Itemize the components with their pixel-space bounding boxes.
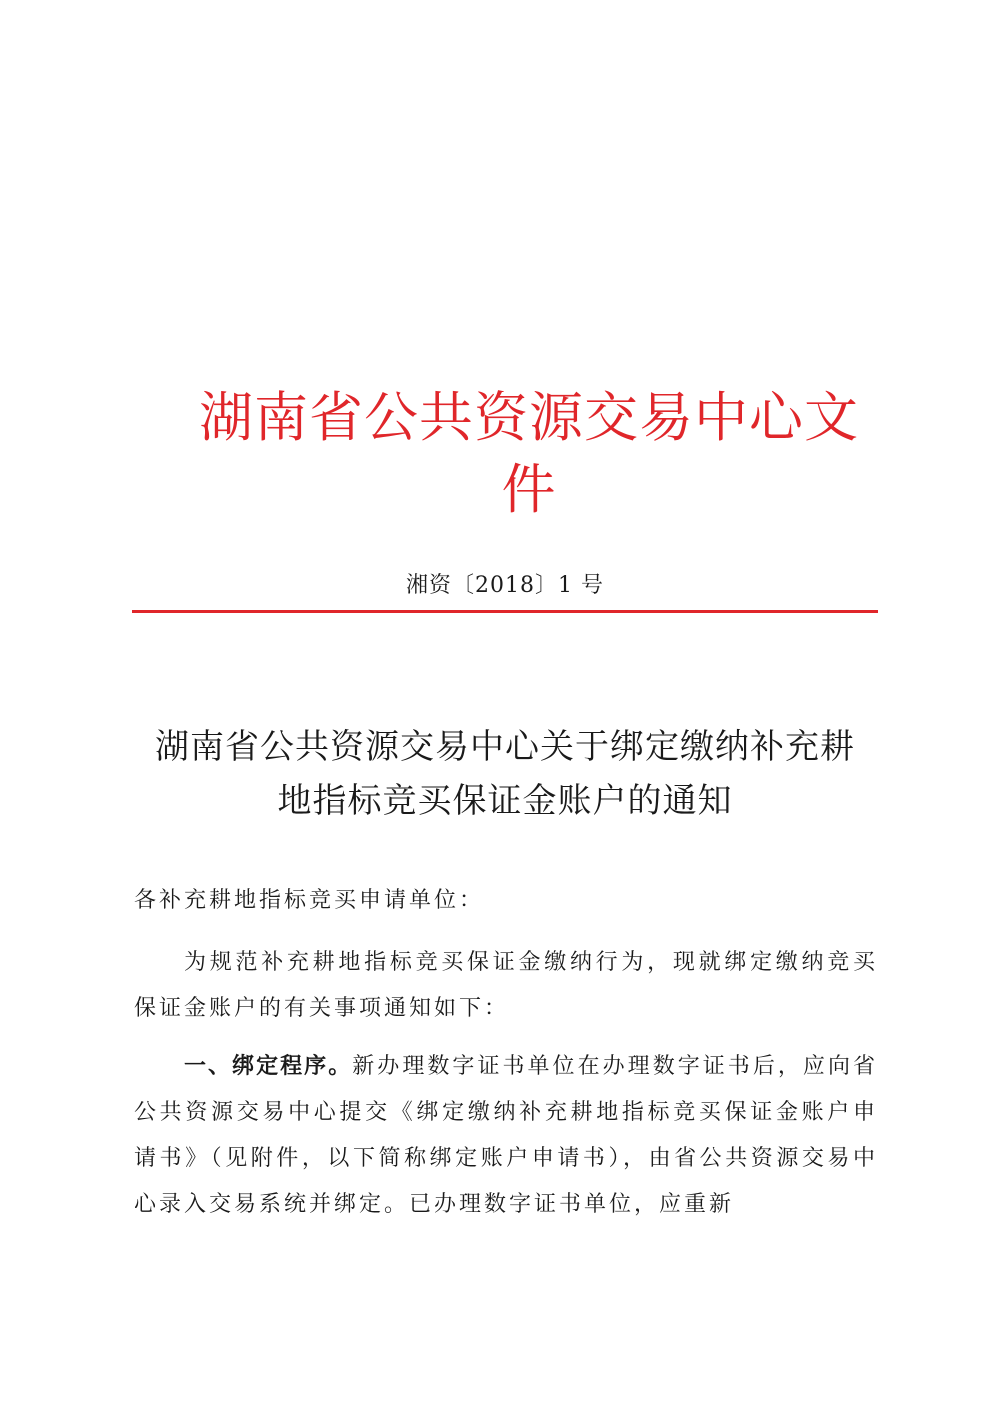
document-number: 湘资〔2018〕1 号: [406, 573, 604, 598]
notice-title-line-2: 地指标竞买保证金账户的通知: [277, 781, 733, 821]
section-heading: 一、绑定程序。: [184, 1054, 353, 1079]
intro-paragraph: 为规范补充耕地指标竞买保证金缴纳行为，现就绑定缴纳竞买保证金账户的有关事项通知如下：: [134, 950, 878, 1021]
issuer-title: 湖南省公共资源交易中心文件: [199, 386, 859, 521]
binding-procedure-paragraph: [134, 1044, 878, 1228]
red-divider-line: [132, 610, 878, 613]
section-text: 新办理数字证书单位在办理数字证书后，应向省公共资源交易中心提交《绑定缴纳补充耕地指标竞买保证金账户申请书》（见附件，以下简称绑定账户申请书），由省公共资源交易中心录入交易系统并绑定。已办理数字证书单位，应重新: [134, 1054, 878, 1217]
salutation: 各补充耕地指标竞买申请单位：: [134, 888, 485, 913]
notice-title: [134, 720, 876, 828]
notice-title-line-1: 湖南省公共资源交易中心关于绑定缴纳补充耕: [155, 727, 855, 767]
